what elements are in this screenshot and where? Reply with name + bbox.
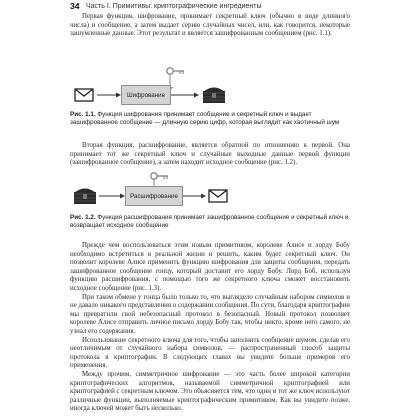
paragraph-2: Вторая функция, расшифрование, является обратной по отношению к первой. Она принимает тот же секретный ключ и случайные выходные данные первой функции (зашифрованное сообщение), а затем находит исходное сообщение (рис. 1.2). bbox=[70, 142, 350, 167]
figure-1-1-caption bbox=[70, 111, 350, 127]
key-icon bbox=[167, 68, 184, 74]
figure-1-1-graphics bbox=[70, 62, 350, 110]
page-header bbox=[70, 0, 350, 12]
treasure-chest-icon bbox=[74, 189, 96, 205]
paragraph-2-block bbox=[70, 142, 350, 168]
paragraph-6: Между прочим, симметричное шифрование — это часть более широкой категории криптографических алгоритмов, называемой симметричной криптографией или криптографией с секретным ключом. Это объясняется тем, что один и тот же ключ используют различные функции, выполняемые криптографическим примитивом. Как вы увидите позже, иногда ключей может быть несколько. bbox=[70, 370, 350, 413]
decryption-box: Расшифрование bbox=[125, 186, 183, 206]
figure-1-1-diagram bbox=[70, 62, 350, 110]
paragraph-1: Первая функция, шифрование, принимает секретный ключ (обычно в виде длинного числа) и сообщение, а затем выдает серию случайных чисел, или, как говорится, некоторые зашумленные данные. Этот результат и является зашифрованным сообщением (рис. 1.1). bbox=[70, 13, 350, 38]
running-head: Часть I. Примитивы: криптографические ингредиенты bbox=[86, 2, 262, 10]
encryption-box: Шифрование bbox=[121, 85, 171, 105]
treasure-chest-icon bbox=[203, 88, 225, 104]
envelope-icon bbox=[75, 89, 93, 101]
figure-1-2-graphics bbox=[70, 167, 350, 215]
paragraph-5: Использование секретного ключа для того, чтобы заполнить сообщение шумом, сделав его неотличимым от случайного набора символов, — распространенный способ защиты протокола в криптографии. В следующих главах вы увидите больше примеров его применения. bbox=[70, 336, 350, 370]
paragraph-3: Прежде чем воспользоваться этим новым примитивом, королеве Алисе и лорду Бобу необходимо встретиться в реальной жизни и решить, каким будет секретный ключ. Он позволит королеве Алисе применить функцию шифрования для защиты сообщения, передать зашифрованное сообщение гонцу, который доставит его лорду Бобу. Лорд Боб, используя функцию расшифрования, с помощью того же секретного ключа сможет восстановить исходное сообщение (рис. 1.3). bbox=[70, 242, 350, 292]
figure-1-1-caption-text: Функция шифрования принимает сообщение и секретный ключ и выдает зашифрованное сообщение — длинную серию цифр, которая выглядит как хаотичный шум bbox=[70, 111, 340, 126]
key-icon bbox=[151, 173, 168, 179]
output-arrow-head bbox=[194, 93, 199, 98]
figure-1-2-caption-text: Функция расшифрования принимает зашифрованное сообщение и секретный ключ и возвращает исходное сообщение bbox=[70, 214, 349, 229]
paragraph-4: При таком обмене у гонца было только то, что выглядело случайным набором символов и не давало никакого представления о содержании сообщения. По сути, благодаря криптографии мы превратили свой небезопасный протокол в безопасный. Новый протокол позволяет королеве Алисе отправить личное письмо лорду Бобу так, чтобы никто, кроме него самого, не узнал его содержания. bbox=[70, 293, 350, 335]
figure-1-2-label: Рис. 1.2. bbox=[70, 214, 96, 221]
figure-1-2-caption bbox=[70, 214, 350, 230]
envelope-icon bbox=[209, 190, 227, 202]
paragraph-1-block bbox=[70, 13, 350, 39]
figure-1-2-diagram bbox=[70, 167, 350, 215]
output-arrow-head bbox=[201, 194, 206, 199]
page-number: 34 bbox=[70, 1, 80, 11]
figure-1-1-label: Рис. 1.1. bbox=[70, 111, 96, 118]
body-text-block bbox=[70, 242, 350, 414]
